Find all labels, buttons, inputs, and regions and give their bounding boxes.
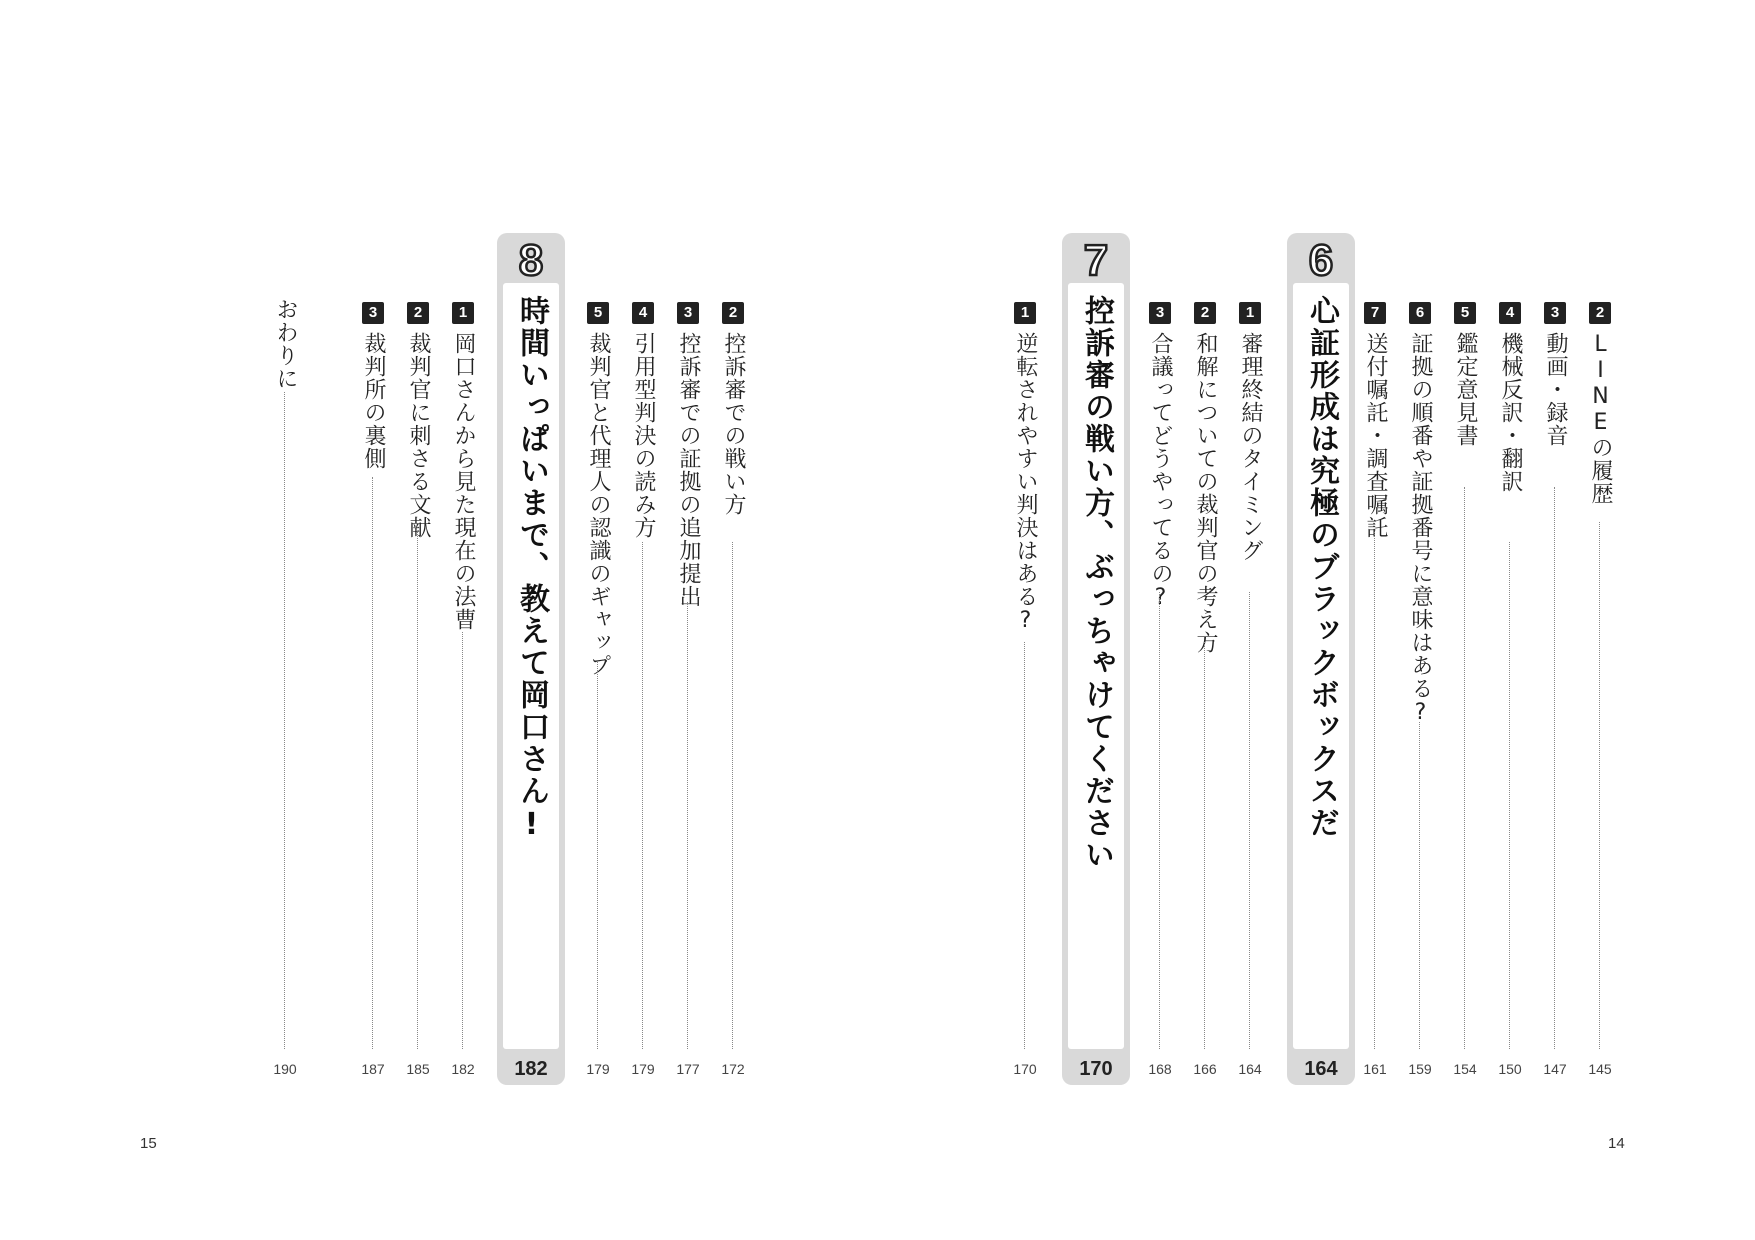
toc-item[interactable] — [718, 302, 748, 1077]
leader-dots — [1419, 722, 1420, 1049]
page-number: 15 — [140, 1135, 157, 1152]
leader-dots — [642, 542, 643, 1049]
item-page: 150 — [1498, 1061, 1522, 1077]
item-number-badge: 7 — [1364, 302, 1386, 324]
leader-dots — [1554, 487, 1555, 1049]
item-page: 179 — [631, 1061, 655, 1077]
chapter-number: 6 — [1308, 236, 1334, 285]
leader-dots — [1464, 487, 1465, 1049]
item-number-badge: 2 — [407, 302, 429, 324]
item-number-badge: 4 — [1499, 302, 1521, 324]
toc-item[interactable] — [1235, 302, 1265, 1077]
item-title: 証拠の順番や証拠番号に意味はある? — [1408, 332, 1433, 726]
item-page: 182 — [451, 1061, 475, 1077]
item-number-badge: 1 — [1239, 302, 1261, 324]
chapter-number: 7 — [1083, 236, 1109, 285]
item-title: 鑑定意見書 — [1453, 332, 1478, 447]
chapter-page: 182 — [514, 1058, 548, 1080]
item-number-badge: 5 — [587, 302, 609, 324]
toc-item[interactable] — [1540, 302, 1570, 1077]
toc-item[interactable] — [448, 302, 478, 1077]
leader-dots — [417, 532, 418, 1049]
item-title: 引用型判決の読み方 — [631, 332, 656, 539]
leader-dots — [687, 602, 688, 1049]
item-title: 審理終結のタイミング — [1238, 332, 1263, 562]
item-page: 170 — [1013, 1061, 1037, 1077]
toc-item[interactable] — [1450, 302, 1480, 1077]
item-page: 159 — [1408, 1061, 1432, 1077]
item-title: 送付嘱託・調査嘱託 — [1363, 332, 1388, 539]
item-page: 179 — [586, 1061, 610, 1077]
page-number: 14 — [1608, 1135, 1625, 1152]
toc-item[interactable] — [1495, 302, 1525, 1077]
toc-item[interactable] — [1585, 302, 1615, 1077]
chapter-title: 時間いっぱいまで、教えて岡口さん! — [514, 295, 549, 844]
chapter-number: 8 — [518, 236, 544, 285]
item-page: 177 — [676, 1061, 700, 1077]
leader-dots — [1374, 532, 1375, 1049]
chapter-page: 170 — [1079, 1058, 1113, 1080]
toc-item[interactable] — [583, 302, 613, 1077]
item-number-badge: 3 — [1544, 302, 1566, 324]
item-page: 168 — [1148, 1061, 1172, 1077]
item-page: 154 — [1453, 1061, 1477, 1077]
item-page: 145 — [1588, 1061, 1612, 1077]
leader-dots — [732, 542, 733, 1049]
toc-item[interactable] — [403, 302, 433, 1077]
item-title: 裁判官に刺さる文献 — [406, 332, 431, 539]
leader-dots — [462, 632, 463, 1049]
toc-item-closing[interactable] — [270, 298, 300, 1077]
toc-item[interactable] — [1360, 302, 1390, 1077]
item-title: 裁判所の裏側 — [361, 332, 386, 470]
item-page: 190 — [273, 1061, 297, 1077]
item-page: 164 — [1238, 1061, 1262, 1077]
item-number-badge: 2 — [1194, 302, 1216, 324]
item-number-badge: 6 — [1409, 302, 1431, 324]
toc-item[interactable] — [1145, 302, 1175, 1077]
chapter-8-block[interactable] — [497, 233, 565, 1085]
item-number-badge: 2 — [722, 302, 744, 324]
leader-dots — [1159, 592, 1160, 1049]
item-title: 逆転されやすい判決はある? — [1013, 332, 1038, 634]
item-number-badge: 4 — [632, 302, 654, 324]
item-number-badge: 1 — [452, 302, 474, 324]
leader-dots — [1599, 522, 1600, 1049]
item-title: 控訴審での証拠の追加提出 — [676, 332, 701, 608]
item-page: 147 — [1543, 1061, 1567, 1077]
item-number-badge: 1 — [1014, 302, 1036, 324]
item-title: 岡口さんから見た現在の法曹 — [451, 332, 476, 631]
item-title: 裁判官と代理人の認識のギャップ — [586, 332, 611, 677]
item-number-badge: 3 — [362, 302, 384, 324]
leader-dots — [1509, 542, 1510, 1049]
toc-item[interactable] — [358, 302, 388, 1077]
toc-item[interactable] — [1190, 302, 1220, 1077]
chapter-title: 控訴審の戦い方、ぶっちゃけてください — [1079, 295, 1114, 871]
item-page: 161 — [1363, 1061, 1387, 1077]
item-page: 172 — [721, 1061, 745, 1077]
toc-item[interactable] — [1405, 302, 1435, 1077]
leader-dots — [372, 477, 373, 1049]
item-number-badge: 5 — [1454, 302, 1476, 324]
item-title: 動画・録音 — [1543, 332, 1568, 447]
item-title: 和解についての裁判官の考え方 — [1193, 332, 1218, 654]
item-title: 合議ってどうやってるの? — [1148, 332, 1173, 611]
leader-dots — [284, 392, 285, 1049]
chapter-7-block[interactable] — [1062, 233, 1130, 1085]
chapter-page: 164 — [1304, 1058, 1338, 1080]
toc-item[interactable] — [628, 302, 658, 1077]
item-title: 控訴審での戦い方 — [721, 332, 746, 516]
chapter-title: 心証形成は究極のブラックボックスだ — [1304, 295, 1339, 839]
leader-dots — [1204, 642, 1205, 1049]
item-number-badge: 3 — [677, 302, 699, 324]
leader-dots — [1249, 592, 1250, 1049]
item-number-badge: 3 — [1149, 302, 1171, 324]
item-number-badge: 2 — [1589, 302, 1611, 324]
item-page: 185 — [406, 1061, 430, 1077]
item-title: LINEの履歴 — [1588, 332, 1613, 505]
chapter-6-block[interactable] — [1287, 233, 1355, 1085]
toc-item[interactable] — [673, 302, 703, 1077]
leader-dots — [597, 662, 598, 1049]
item-page: 166 — [1193, 1061, 1217, 1077]
leader-dots — [1024, 642, 1025, 1049]
item-title: おわりに — [273, 298, 298, 390]
toc-item[interactable] — [1010, 302, 1040, 1077]
item-page: 187 — [361, 1061, 385, 1077]
item-title: 機械反訳・翻訳 — [1498, 332, 1523, 493]
